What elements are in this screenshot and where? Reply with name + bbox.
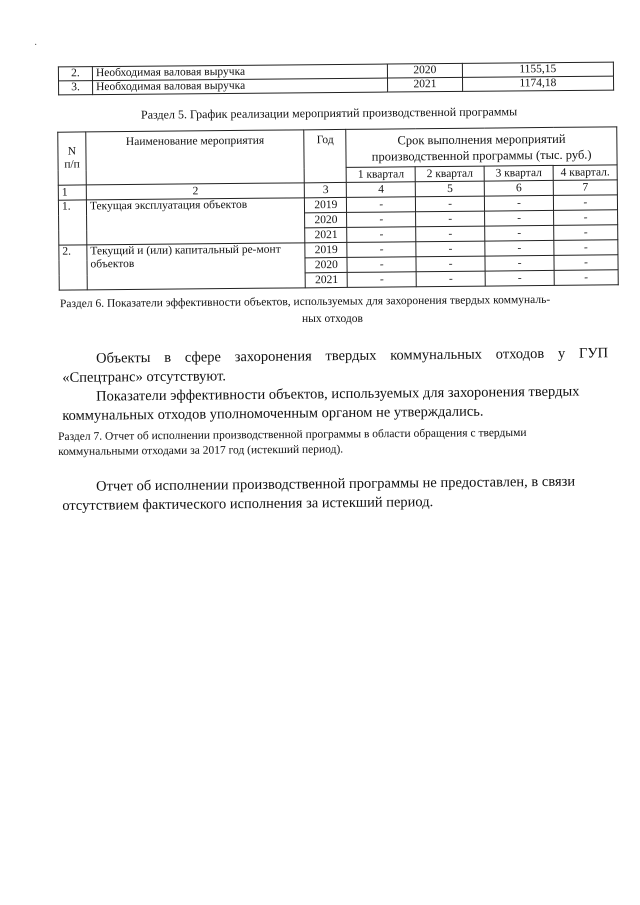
column-number: 6 [484,180,553,196]
header-quarter: 1 квартал [346,167,415,183]
column-number: 7 [553,180,617,196]
column-number: 4 [347,182,416,198]
header-year: Год [304,129,346,182]
column-number: 2 [86,183,305,200]
row-year: 2020 [387,63,462,78]
quarter-value: - [416,211,485,227]
quarter-value: - [554,225,618,241]
quarter-value: - [416,241,485,257]
quarter-value: - [554,210,618,226]
row-year: 2021 [388,77,463,92]
quarter-value: - [554,240,618,256]
quarter-value: - [485,225,554,241]
quarter-value: - [416,271,485,287]
row-name: Необходимая валовая выручка [93,78,388,95]
item-year: 2020 [305,257,347,272]
quarter-value: - [416,226,485,242]
item-year: 2019 [305,242,347,257]
quarter-value: - [485,255,554,271]
paragraph-report: Отчет об исполнении производственной программы не предоставлен, в связи отсутствием фактического исполнения за истекший период. [62,473,576,514]
quarter-value: - [485,210,554,226]
column-number: 5 [415,181,484,197]
section6-title-line2: ных отходов [302,313,363,325]
column-number: 3 [305,182,347,197]
item-year: 2021 [306,272,348,287]
header-n: N п/п [58,132,86,185]
quarter-value: - [416,196,485,212]
row-value: 1174,18 [462,76,613,91]
section5-title: Раздел 5. График реализации мероприятий производственной программы [140,104,518,122]
revenue-table [58,62,614,96]
quarter-value: - [347,242,416,258]
item-year: 2020 [305,212,347,227]
header-quarter: 3 квартал [484,165,553,181]
quarter-value: - [347,272,416,288]
row-name: Необходимая валовая выручка [92,64,387,81]
header-name: Наименование мероприятия [86,130,305,185]
row-number: 3. [59,81,93,95]
quarter-value: - [484,195,553,211]
paragraph-no-objects: Объекты в сфере захоронения твердых коммунальных отходов у ГУП «Спецтранс» отсутствуют. [62,345,609,386]
header-quarter: 4 квартал. [553,165,617,181]
item-name: Текущая эксплуатация объектов [86,198,305,245]
section6-title-line1: Раздел 6. Показатели эффективности объектов, используемых для захоронения твердых коммуналь- [59,293,551,311]
item-year: 2021 [305,227,347,242]
quarter-value: - [347,257,416,273]
header-term: Срок выполнения мероприятий производственной программы (тыс. руб.) [346,127,617,168]
row-number: 2. [58,67,92,81]
header-quarter: 2 квартал [415,166,484,182]
quarter-value: - [347,197,416,213]
section7-title: Раздел 7. Отчет об исполнении производственной программы в области обращения с твердыми коммунальными отходами за 2017 год (истекший период). [58,426,527,458]
item-year: 2019 [305,197,347,212]
quarter-value: - [485,240,554,256]
row-value: 1155,15 [462,62,613,77]
schedule-table [57,126,619,290]
quarter-value: - [416,256,485,272]
quarter-value: - [553,195,617,211]
item-name: Текущий и (или) капитальный ре-монт объектов [87,243,306,290]
quarter-value: - [347,212,416,228]
item-number: 1. [58,200,86,245]
quarter-value: - [485,270,554,286]
scan-speck: · [34,40,38,51]
quarter-value: - [554,255,618,271]
item-number: 2. [59,245,87,290]
quarter-value: - [347,227,416,243]
quarter-value: - [554,270,618,286]
paragraph-indicators: Показатели эффективности объектов, используемых для захоронения твердых коммунальных отходов уполномоченным органом не утверждались. [62,383,580,424]
column-number: 1 [58,185,86,200]
